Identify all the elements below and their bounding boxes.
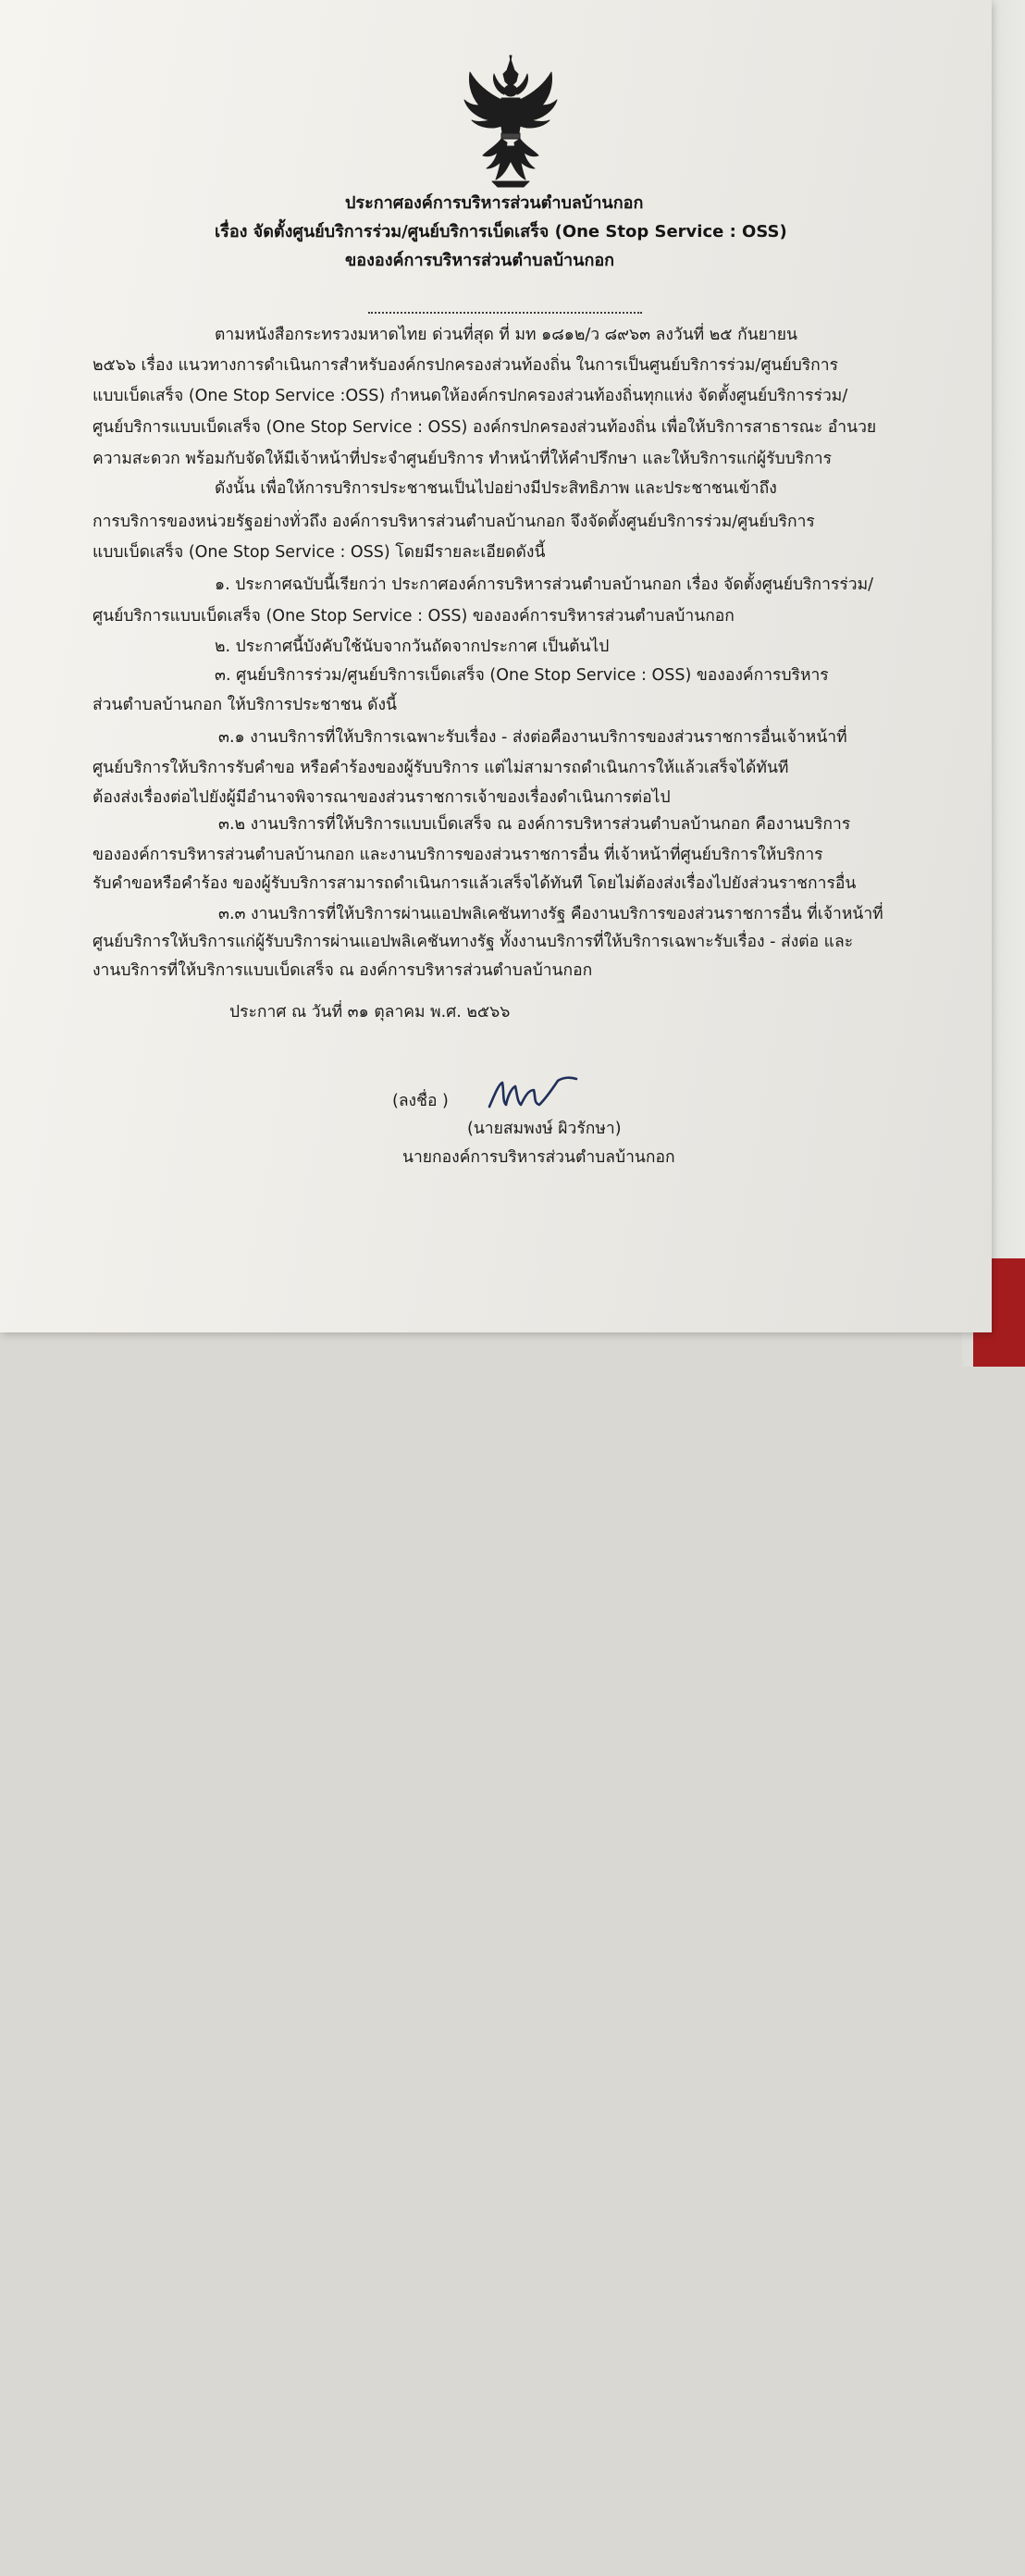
body-line: แบบเบ็ดเสร็จ (One Stop Service : OSS) โดยมีรายละเอียดดังนี้: [93, 543, 546, 562]
signer-title: นายกองค์การบริหารส่วนตำบลบ้านกอก: [402, 1148, 675, 1167]
body-line: ๑. ประกาศฉบับนี้เรียกว่า ประกาศองค์การบริหารส่วนตำบลบ้านกอก เรื่อง จัดตั้งศูนย์บริการร่วม/: [215, 576, 874, 594]
body-line: ตามหนังสือกระทรวงมหาดไทย ด่วนที่สุด ที่ มท ๑๘๑๒/ว ๘๙๖๓ ลงวันที่ ๒๕ กันยายน: [215, 326, 797, 344]
body-line: รับคำขอหรือคำร้อง ของผู้รับบริการสามารถดำเนินการแล้วเสร็จได้ทันที โดยไม่ต้องส่งเรื่องไปยังส่วนราชการอื่น: [93, 874, 857, 893]
body-line: ศูนย์บริการให้บริการรับคำขอ หรือคำร้องของผู้รับบริการ แต่ไม่สามารถดำเนินการให้แล้วเสร็จได้ทันที: [93, 759, 789, 777]
body-line: งานบริการที่ให้บริการแบบเบ็ดเสร็จ ณ องค์การบริหารส่วนตำบลบ้านกอก: [93, 961, 593, 980]
body-line: แบบเบ็ดเสร็จ (One Stop Service :OSS) กำหนดให้องค์กรปกครองส่วนท้องถิ่นทุกแห่ง จัดตั้งศูนย์บริการร่วม/: [93, 387, 848, 405]
announcement-date: ประกาศ ณ วันที่ ๓๑ ตุลาคม พ.ศ. ๒๕๖๖: [229, 1003, 511, 1022]
title-separator: [368, 312, 642, 314]
body-line: ๓.๓ งานบริการที่ให้บริการผ่านแอปพลิเคชันทางรัฐ คืองานบริการของส่วนราชการอื่น ที่เจ้าหน้าที่: [218, 905, 883, 923]
body-line: ศูนย์บริการให้บริการแก่ผู้รับบริการผ่านแอปพลิเคชันทางรัฐ ทั้งงานบริการที่ให้บริการเฉพาะรับเรื่อง - ส่งต่อ และ: [93, 933, 854, 951]
body-line: ต้องส่งเรื่องต่อไปยังผู้มีอำนาจพิจารณาของส่วนราชการเจ้าของเรื่องดำเนินการต่อไป: [93, 788, 671, 807]
body-line: ศูนย์บริการแบบเบ็ดเสร็จ (One Stop Service : OSS) องค์กรปกครองส่วนท้องถิ่น เพื่อให้บริการสาธารณะ อำนวย: [93, 418, 877, 437]
notice-org: ขององค์การบริหารส่วนตำบลบ้านกอก: [345, 251, 615, 270]
body-line: ศูนย์บริการแบบเบ็ดเสร็จ (One Stop Service : OSS) ขององค์การบริหารส่วนตำบลบ้านกอก: [93, 607, 735, 625]
body-line: ๒๕๖๖ เรื่อง แนวทางการดำเนินการสำหรับองค์กรปกครองส่วนท้องถิ่น ในการเป็นศูนย์บริการร่วม/ศูนย์บริการ: [93, 356, 838, 375]
garuda-emblem-icon: [459, 54, 562, 189]
notice-subject: เรื่อง จัดตั้งศูนย์บริการร่วม/ศูนย์บริการเบ็ดเสร็จ (One Stop Service : OSS): [215, 222, 787, 242]
body-line: การบริการของหน่วยรัฐอย่างทั่วถึง องค์การบริหารส่วนตำบลบ้านกอก จึงจัดตั้งศูนย์บริการร่วม/ศูนย์บริการ: [93, 513, 815, 531]
body-line: ดังนั้น เพื่อให้การบริการประชาชนเป็นไปอย่างมีประสิทธิภาพ และประชาชนเข้าถึง: [215, 479, 777, 498]
signer-name: (นายสมพงษ์ ผิวรักษา): [467, 1120, 622, 1138]
body-line: ๓. ศูนย์บริการร่วม/ศูนย์บริการเบ็ดเสร็จ (One Stop Service : OSS) ขององค์การบริหาร: [215, 666, 829, 685]
body-line: ความสะดวก พร้อมกับจัดให้มีเจ้าหน้าที่ประจำศูนย์บริการ ทำหน้าที่ให้คำปรึกษา และให้บริการแก่ผู้รับบริการ: [93, 450, 833, 468]
body-line: ๒. ประกาศนี้บังคับใช้นับจากวันถัดจากประกาศ เป็นต้นไป: [215, 638, 610, 656]
body-line: ขององค์การบริหารส่วนตำบลบ้านกอก และงานบริการของส่วนราชการอื่น ที่เจ้าหน้าที่ศูนย์บริการให้บริการ: [93, 846, 823, 864]
handwritten-signature: [486, 1071, 578, 1114]
body-line: ส่วนตำบลบ้านกอก ให้บริการประชาชน ดังนี้: [93, 696, 397, 714]
body-line: ๓.๑ งานบริการที่ให้บริการเฉพาะรับเรื่อง - ส่งต่อคืองานบริการของส่วนราชการอื่นเจ้าหน้าที่: [218, 728, 847, 747]
notice-title: ประกาศองค์การบริหารส่วนตำบลบ้านกอก: [345, 193, 644, 213]
body-line: ๓.๒ งานบริการที่ให้บริการแบบเบ็ดเสร็จ ณ องค์การบริหารส่วนตำบลบ้านกอก คืองานบริการ: [218, 815, 851, 834]
sign-label: (ลงชื่อ ): [392, 1092, 449, 1110]
